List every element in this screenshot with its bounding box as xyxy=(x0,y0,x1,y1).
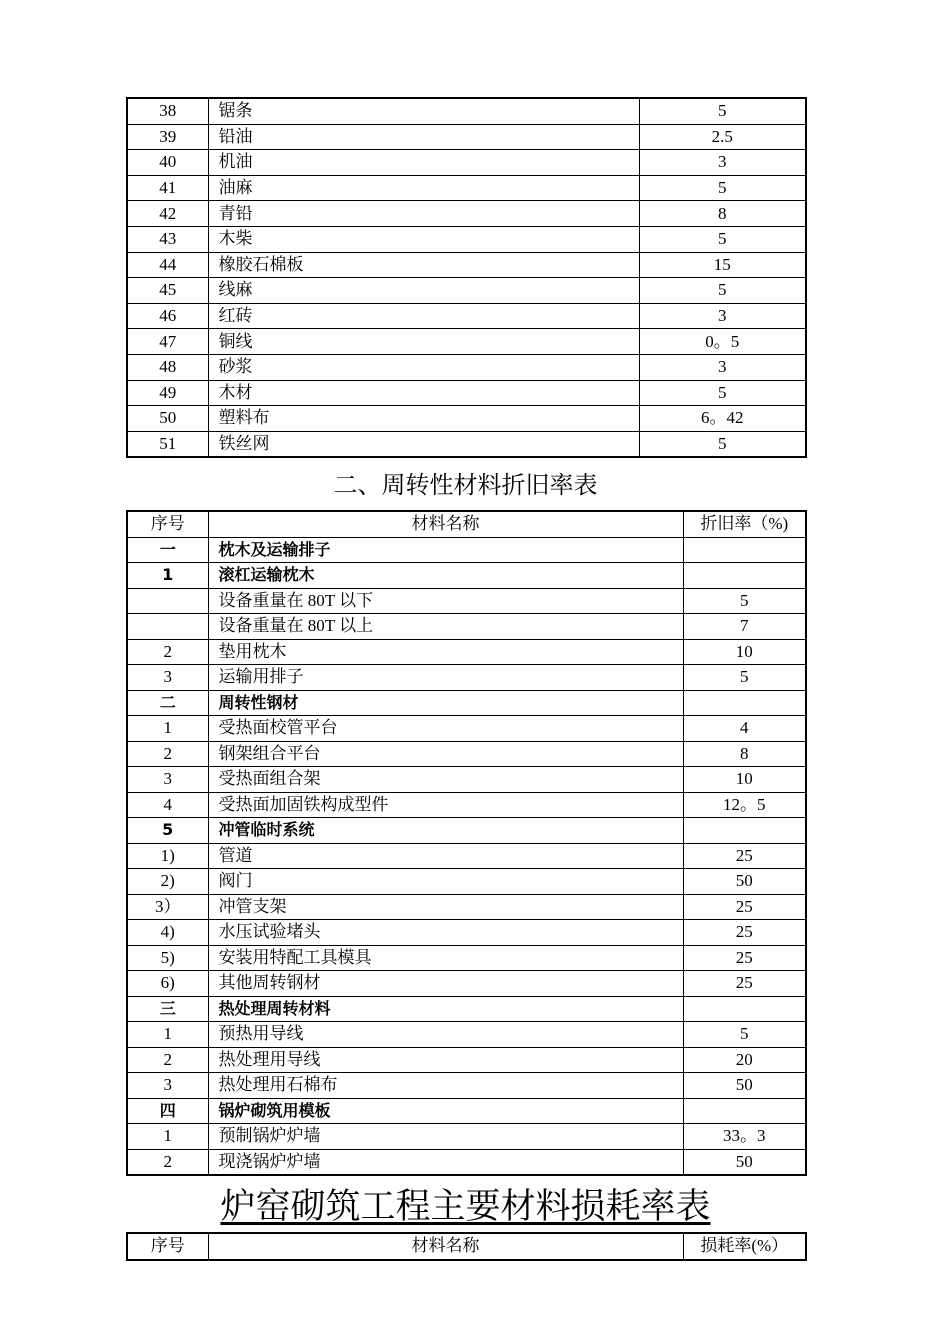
table-row xyxy=(127,278,806,304)
row-number: 44 xyxy=(127,252,208,278)
row-number: 三 xyxy=(127,996,208,1022)
row-number: 2 xyxy=(127,1149,208,1175)
material-name: 预热用导线 xyxy=(208,1022,683,1048)
loss-rate: 5 xyxy=(639,175,806,201)
table-row xyxy=(127,329,806,355)
depreciation-rate xyxy=(683,996,806,1022)
depreciation-rate: 20 xyxy=(683,1047,806,1073)
depreciation-rate: 33。3 xyxy=(683,1124,806,1150)
material-name: 其他周转钢材 xyxy=(208,971,683,997)
material-name: 设备重量在 80T 以上 xyxy=(208,614,683,640)
header-rate: 损耗率(%） xyxy=(683,1233,806,1260)
material-name: 运输用排子 xyxy=(208,665,683,691)
row-number: 2 xyxy=(127,1047,208,1073)
material-name: 垫用枕木 xyxy=(208,639,683,665)
depreciation-rate: 12。5 xyxy=(683,792,806,818)
depreciation-rate: 25 xyxy=(683,920,806,946)
section2-title: 二、周转性材料折旧率表 xyxy=(333,471,598,499)
table-row xyxy=(127,175,806,201)
depreciation-rate: 25 xyxy=(683,843,806,869)
table-row xyxy=(127,1098,806,1124)
material-name: 铜线 xyxy=(208,329,639,355)
table-row xyxy=(127,1047,806,1073)
row-number: 41 xyxy=(127,175,208,201)
depreciation-rate: 10 xyxy=(683,767,806,793)
loss-rate: 6。42 xyxy=(639,406,806,432)
table-row xyxy=(127,226,806,252)
material-name: 安装用特配工具模具 xyxy=(208,945,683,971)
material-name: 钢架组合平台 xyxy=(208,741,683,767)
material-name: 砂浆 xyxy=(208,354,639,380)
material-name: 线麻 xyxy=(208,278,639,304)
table-row xyxy=(127,406,806,432)
depreciation-rate: 25 xyxy=(683,945,806,971)
depreciation-rate: 5 xyxy=(683,1022,806,1048)
row-number: 3） xyxy=(127,894,208,920)
table-row xyxy=(127,303,806,329)
row-number: 50 xyxy=(127,406,208,432)
depreciation-rate: 8 xyxy=(683,741,806,767)
table-row xyxy=(127,1073,806,1099)
material-name: 油麻 xyxy=(208,175,639,201)
table-row xyxy=(127,1149,806,1175)
material-name: 设备重量在 80T 以下 xyxy=(208,588,683,614)
table-row xyxy=(127,869,806,895)
loss-rate: 15 xyxy=(639,252,806,278)
table-row xyxy=(127,614,806,640)
row-number: 一 xyxy=(127,537,208,563)
material-name: 预制锅炉炉墙 xyxy=(208,1124,683,1150)
material-name: 受热面组合架 xyxy=(208,767,683,793)
material-name: 热处理用导线 xyxy=(208,1047,683,1073)
header-rate: 折旧率（%) xyxy=(683,511,806,537)
material-loss-table-continued xyxy=(126,97,807,458)
loss-rate: 0。5 xyxy=(639,329,806,355)
depreciation-rate xyxy=(683,537,806,563)
table-row xyxy=(127,971,806,997)
material-name: 塑料布 xyxy=(208,406,639,432)
depreciation-rate: 5 xyxy=(683,665,806,691)
material-name: 红砖 xyxy=(208,303,639,329)
row-number: 47 xyxy=(127,329,208,355)
material-name: 铅油 xyxy=(208,124,639,150)
category-name: 周转性钢材 xyxy=(208,690,683,716)
row-number: 3 xyxy=(127,767,208,793)
material-name: 机油 xyxy=(208,150,639,176)
kiln-masonry-loss-table xyxy=(126,1232,807,1261)
loss-rate: 5 xyxy=(639,380,806,406)
table-row xyxy=(127,1124,806,1150)
table-row xyxy=(127,843,806,869)
table-row xyxy=(127,588,806,614)
table-row xyxy=(127,380,806,406)
category-name: 枕木及运输排子 xyxy=(208,537,683,563)
depreciation-rate: 50 xyxy=(683,1073,806,1099)
header-no: 序号 xyxy=(127,511,208,537)
table-row xyxy=(127,894,806,920)
loss-rate: 5 xyxy=(639,98,806,124)
row-number: 四 xyxy=(127,1098,208,1124)
table-row xyxy=(127,945,806,971)
header-name: 材料名称 xyxy=(208,511,683,537)
header-name: 材料名称 xyxy=(208,1233,683,1260)
loss-rate: 5 xyxy=(639,278,806,304)
depreciation-rate xyxy=(683,690,806,716)
material-name: 木材 xyxy=(208,380,639,406)
material-name: 热处理用石棉布 xyxy=(208,1073,683,1099)
material-name: 现浇锅炉炉墙 xyxy=(208,1149,683,1175)
table-row xyxy=(127,431,806,457)
row-number: 48 xyxy=(127,354,208,380)
material-name: 冲管支架 xyxy=(208,894,683,920)
loss-rate: 3 xyxy=(639,303,806,329)
material-name: 锯条 xyxy=(208,98,639,124)
row-number: 2) xyxy=(127,869,208,895)
depreciation-rate-table xyxy=(126,510,807,1176)
loss-rate: 8 xyxy=(639,201,806,227)
row-number: 43 xyxy=(127,226,208,252)
row-number: 4 xyxy=(127,792,208,818)
depreciation-rate: 50 xyxy=(683,869,806,895)
row-number: 40 xyxy=(127,150,208,176)
table-row xyxy=(127,98,806,124)
material-name: 水压试验堵头 xyxy=(208,920,683,946)
category-name: 滚杠运输枕木 xyxy=(208,563,683,589)
material-name: 青铅 xyxy=(208,201,639,227)
table-header-row xyxy=(127,1233,806,1260)
category-name: 热处理周转材料 xyxy=(208,996,683,1022)
row-number: 1 xyxy=(127,563,208,589)
table-row xyxy=(127,639,806,665)
depreciation-rate: 4 xyxy=(683,716,806,742)
table-row xyxy=(127,1022,806,1048)
row-number: 5) xyxy=(127,945,208,971)
row-number: 6) xyxy=(127,971,208,997)
material-name: 受热面校管平台 xyxy=(208,716,683,742)
depreciation-rate: 25 xyxy=(683,971,806,997)
category-name: 冲管临时系统 xyxy=(208,818,683,844)
depreciation-rate xyxy=(683,563,806,589)
material-name: 受热面加固铁构成型件 xyxy=(208,792,683,818)
table-row xyxy=(127,716,806,742)
row-number: 1 xyxy=(127,1124,208,1150)
material-name: 橡胶石棉板 xyxy=(208,252,639,278)
row-number: 1 xyxy=(127,716,208,742)
table-row xyxy=(127,767,806,793)
table-row xyxy=(127,996,806,1022)
row-number: 4) xyxy=(127,920,208,946)
table-row xyxy=(127,792,806,818)
table-row xyxy=(127,741,806,767)
row-number: 51 xyxy=(127,431,208,457)
row-number: 2 xyxy=(127,741,208,767)
loss-rate: 3 xyxy=(639,150,806,176)
material-name: 管道 xyxy=(208,843,683,869)
table-row xyxy=(127,201,806,227)
loss-rate: 3 xyxy=(639,354,806,380)
table-row xyxy=(127,537,806,563)
row-number: 1 xyxy=(127,1022,208,1048)
table-row xyxy=(127,150,806,176)
material-name: 铁丝网 xyxy=(208,431,639,457)
table-row xyxy=(127,665,806,691)
depreciation-rate: 10 xyxy=(683,639,806,665)
loss-rate: 5 xyxy=(639,226,806,252)
table-row xyxy=(127,920,806,946)
table-row xyxy=(127,690,806,716)
section3-title: 炉窑砌筑工程主要材料损耗率表 xyxy=(220,1187,711,1227)
row-number: 46 xyxy=(127,303,208,329)
material-name: 木柴 xyxy=(208,226,639,252)
row-number: 49 xyxy=(127,380,208,406)
header-no: 序号 xyxy=(127,1233,208,1260)
depreciation-rate: 25 xyxy=(683,894,806,920)
depreciation-rate: 5 xyxy=(683,588,806,614)
table-row xyxy=(127,124,806,150)
row-number: 2 xyxy=(127,639,208,665)
depreciation-rate xyxy=(683,1098,806,1124)
row-number xyxy=(127,614,208,640)
depreciation-rate xyxy=(683,818,806,844)
row-number: 3 xyxy=(127,1073,208,1099)
table-header-row xyxy=(127,511,806,537)
row-number: 5 xyxy=(127,818,208,844)
table-row xyxy=(127,818,806,844)
depreciation-rate: 50 xyxy=(683,1149,806,1175)
row-number: 二 xyxy=(127,690,208,716)
category-name: 锅炉砌筑用模板 xyxy=(208,1098,683,1124)
row-number: 3 xyxy=(127,665,208,691)
loss-rate: 2.5 xyxy=(639,124,806,150)
loss-rate: 5 xyxy=(639,431,806,457)
table-row xyxy=(127,563,806,589)
depreciation-rate: 7 xyxy=(683,614,806,640)
row-number: 45 xyxy=(127,278,208,304)
table-row xyxy=(127,252,806,278)
row-number: 42 xyxy=(127,201,208,227)
row-number: 39 xyxy=(127,124,208,150)
material-name: 阀门 xyxy=(208,869,683,895)
row-number xyxy=(127,588,208,614)
row-number: 1) xyxy=(127,843,208,869)
row-number: 38 xyxy=(127,98,208,124)
table-row xyxy=(127,354,806,380)
